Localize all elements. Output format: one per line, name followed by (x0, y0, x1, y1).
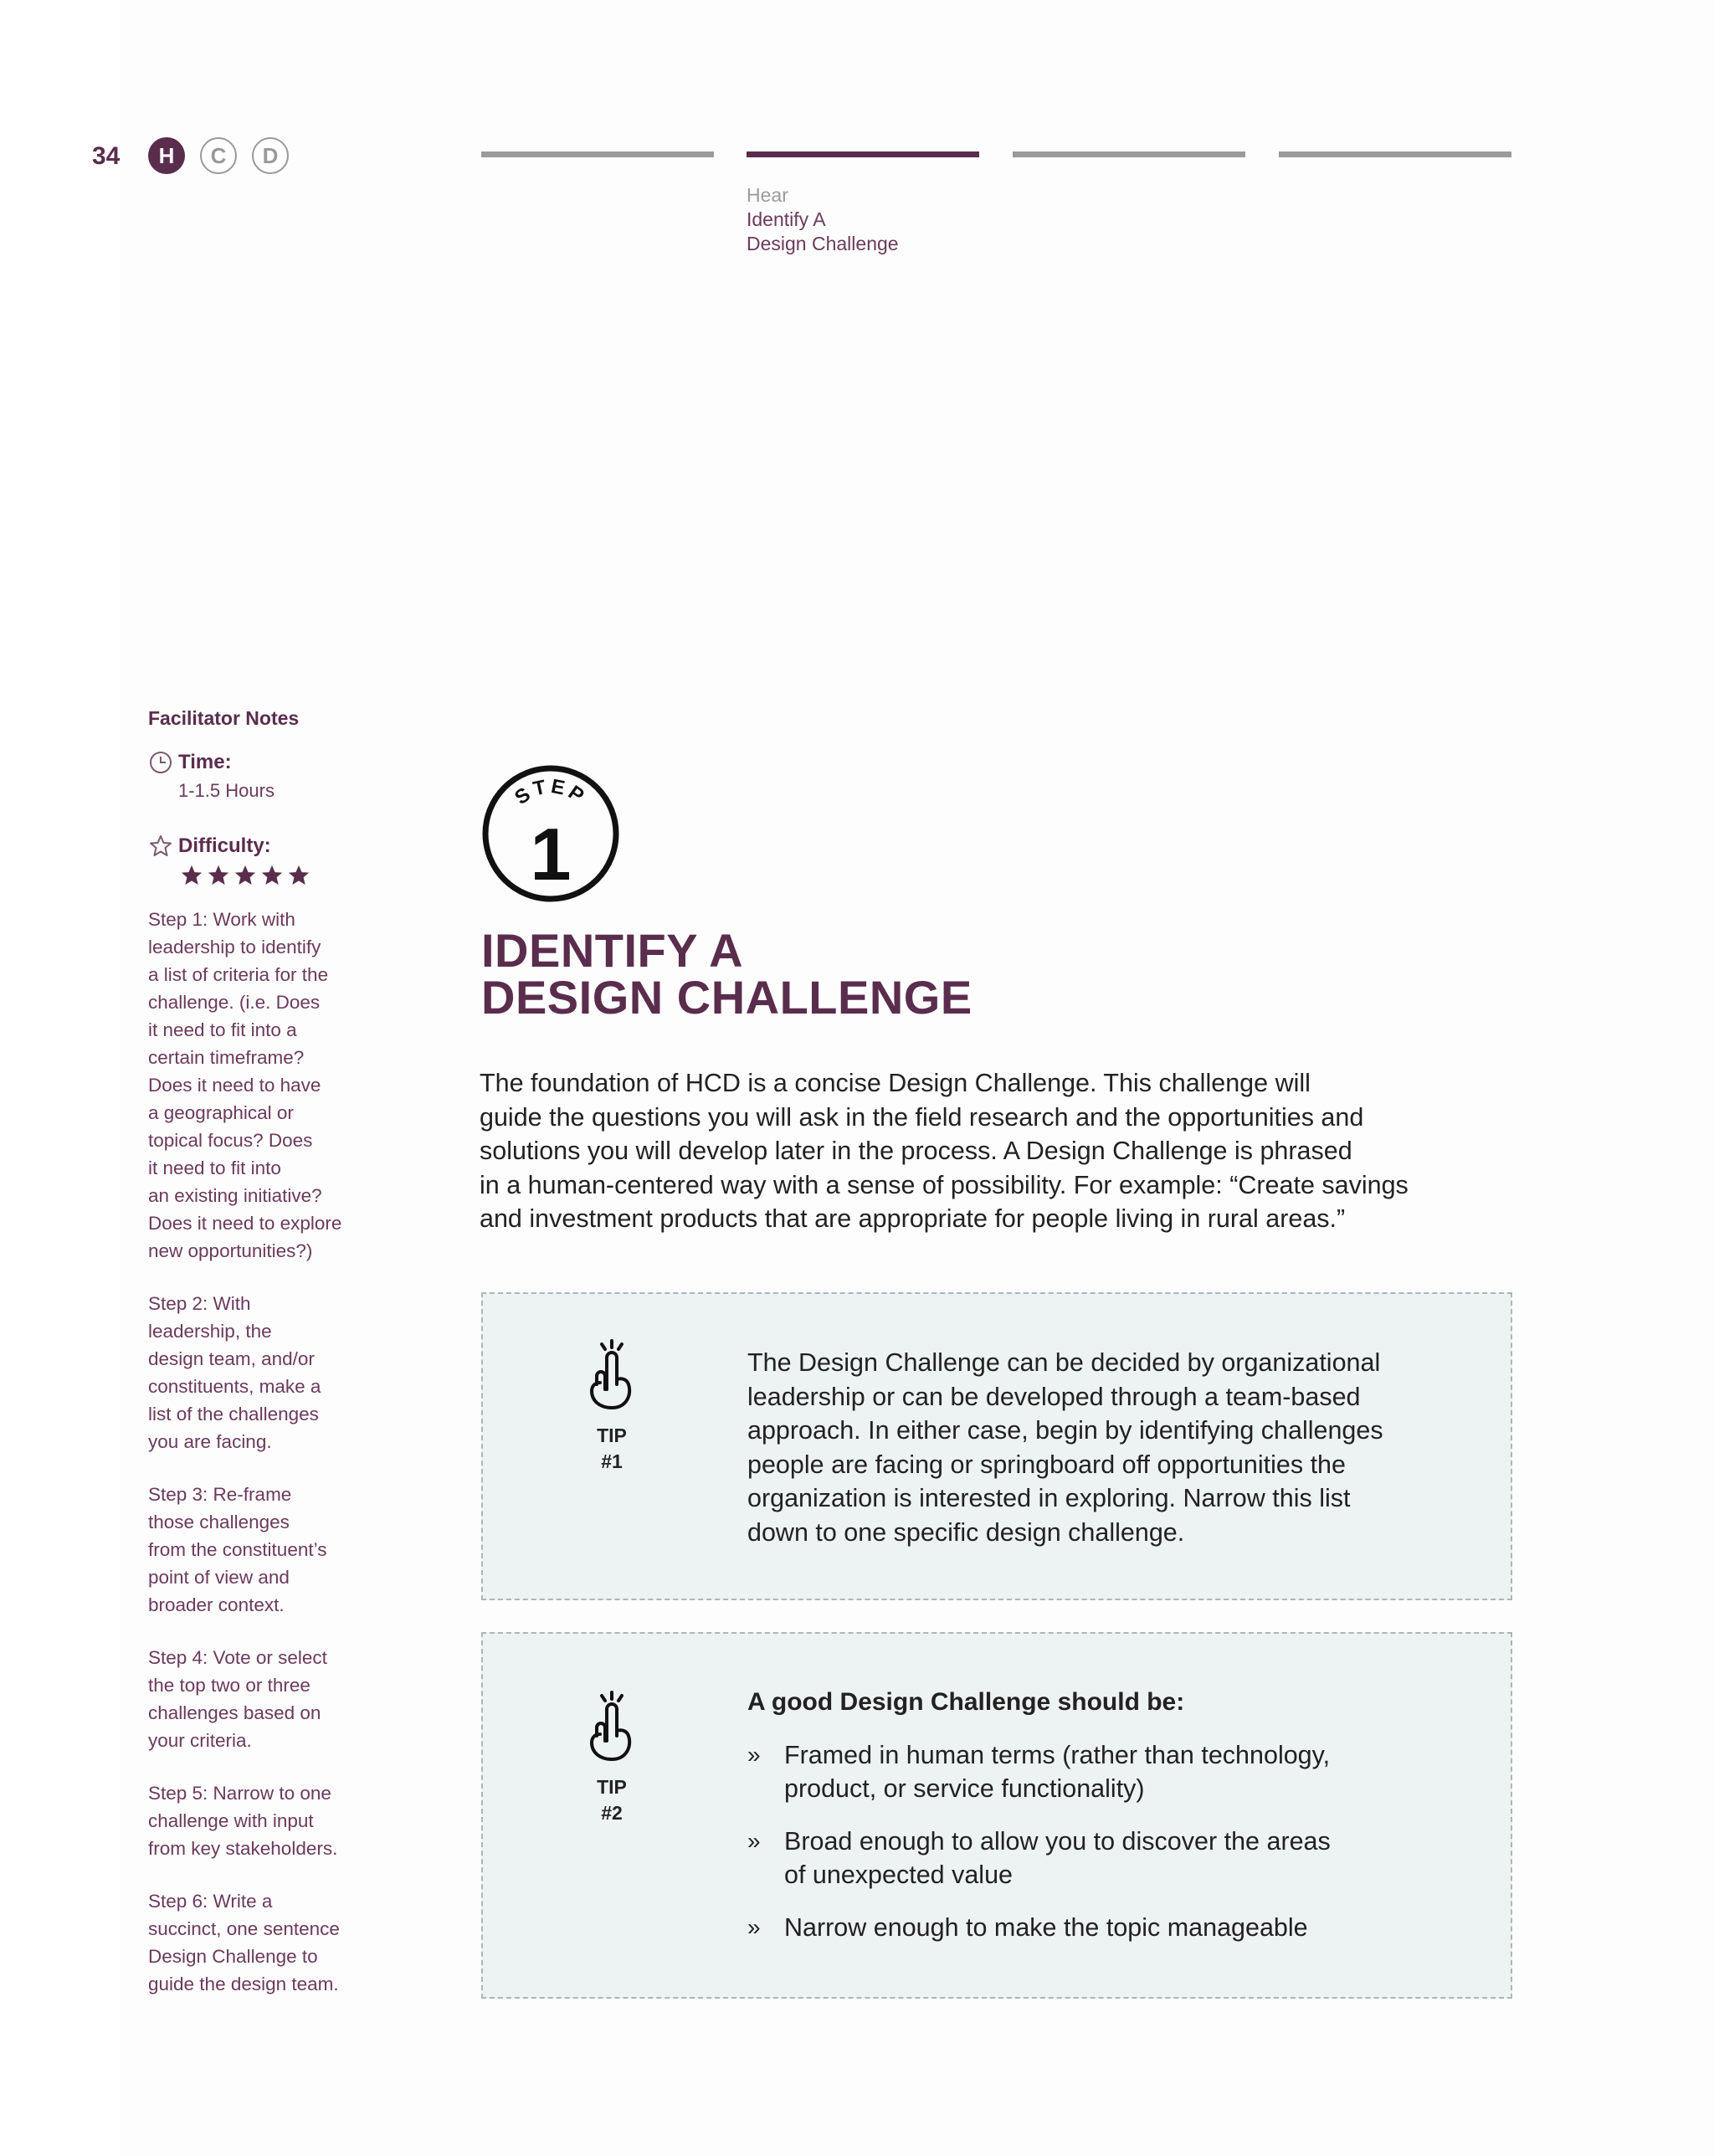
tip-2-icon-group (582, 1689, 642, 1826)
progress-segment-3 (1013, 151, 1245, 157)
time-row (148, 750, 391, 775)
pointing-hand-icon (582, 1689, 642, 1769)
facilitator-step-4: Step 4: Vote or select the top two or three challenges based on your criteria. (148, 1647, 327, 1751)
phase-badge-h: H (148, 137, 185, 174)
tip-1-label-number: #1 (601, 1450, 623, 1472)
difficulty-row (148, 834, 391, 859)
tip-2-label-word: TIP (597, 1776, 627, 1798)
intro-line-3: solutions you will develop later in the process. A Design Challenge is phrased (480, 1137, 1352, 1165)
star-filled-icon (260, 864, 284, 887)
bullet-text (784, 1911, 1308, 1945)
facilitator-step-5: Step 5: Narrow to one challenge with input from key stakeholders. (148, 1783, 338, 1859)
tip-2-text (747, 1686, 1331, 1963)
svg-text:STEP (511, 775, 591, 809)
bullet-chevron-icon: » (747, 1741, 761, 1768)
tip-1-line-4: people are facing or springboard off opportunities the (747, 1450, 1346, 1479)
facilitator-step-2: Step 2: With leadership, the design team, and/or constituents, make a list of the challenges you are facing. (148, 1293, 321, 1452)
star-filled-icon (207, 864, 230, 887)
bullet-line: Framed in human terms (rather than technology, (784, 1740, 1331, 1769)
tip-1-line-5: organization is interested in exploring. Narrow this list (747, 1484, 1351, 1512)
star-filled-icon (287, 864, 310, 887)
star-filled-icon (180, 864, 203, 887)
time-value: 1-1.5 Hours (178, 780, 275, 801)
facilitator-notes-title: Facilitator Notes (148, 707, 300, 729)
progress-segment-1 (481, 151, 714, 157)
intro-paragraph (480, 1066, 1517, 1236)
intro-line-1: The foundation of HCD is a concise Design Challenge. This challenge will (480, 1069, 1311, 1097)
tip-1-line-6: down to one specific design challenge. (747, 1517, 1185, 1547)
bullet-item-2 (747, 1825, 1331, 1892)
bullet-line: product, or service functionality) (784, 1774, 1145, 1803)
clock-icon (148, 750, 173, 775)
bullet-line: of unexpected value (784, 1861, 1014, 1889)
bullet-item-1 (747, 1738, 1331, 1806)
tip-2-heading: A good Design Challenge should be: (747, 1688, 1185, 1716)
tip-1-line-3: approach. In either case, begin by identifying challenges (747, 1416, 1383, 1445)
step-badge (481, 764, 620, 903)
facilitator-step-3: Step 3: Re-frame those challenges from the constituent’s point of view and broader context. (148, 1484, 327, 1615)
tip-1-label (582, 1423, 642, 1475)
nav-step-line2: Design Challenge (747, 233, 899, 254)
phase-badge-d: D (252, 137, 289, 174)
page-number: 34 (92, 142, 121, 170)
tip-1-icon-group (582, 1337, 642, 1475)
star-filled-icon (233, 864, 257, 887)
pointing-hand-icon (582, 1337, 642, 1418)
phase-badge-c: C (200, 137, 237, 174)
nav-phase: Hear (747, 184, 788, 206)
difficulty-label: Difficulty: (178, 834, 271, 857)
tip-box-1 (481, 1292, 1512, 1600)
bullet-line: Narrow enough to make the topic manageable (784, 1912, 1308, 1942)
title-line-2: DESIGN CHALLENGE (481, 971, 972, 1024)
tip-1-line-2: leadership or can be developed through a team-based (747, 1382, 1361, 1411)
intro-line-4: in a human-centered way with a sense of possibility. For example: “Create savings (480, 1170, 1409, 1199)
intro-line-2: guide the questions you will ask in the field research and the opportunities and (480, 1102, 1364, 1132)
progress-segment-4 (1279, 151, 1511, 157)
facilitator-step-6: Step 6: Write a succinct, one sentence Design Challenge to guide the design team. (148, 1891, 340, 1994)
bullet-text (784, 1738, 1330, 1806)
bullet-chevron-icon: » (747, 1827, 761, 1854)
tip-2-label (582, 1774, 642, 1826)
step-nav-caption (747, 183, 899, 256)
bullet-item-3 (747, 1911, 1331, 1945)
tip-box-2 (481, 1632, 1512, 1999)
step-word: STEP (511, 775, 591, 810)
progress-segment-2-active (747, 151, 979, 157)
tip-1-text (747, 1346, 1383, 1549)
tip-1-line-1: The Design Challenge can be decided by organizational (747, 1348, 1381, 1377)
title-line-1: IDENTIFY A (481, 924, 744, 977)
nav-step-line1: Identify A (747, 208, 826, 230)
bullet-text (784, 1825, 1331, 1892)
tip-1-label-word: TIP (597, 1424, 627, 1446)
facilitator-step-1: Step 1: Work with leadership to identify a list of criteria for the challenge. (i.e. Does it need to fit into a certain timeframe? Does it need to have a geographical or topical focus? Does it need to fit into an existing initiative? Does it need to explore new opportunities?) (148, 909, 342, 1261)
page-title (481, 924, 972, 1024)
tip-2-label-number: #2 (601, 1802, 623, 1824)
difficulty-stars (180, 864, 391, 887)
intro-line-5: and investment products that are appropriate for people living in rural areas.” (480, 1204, 1346, 1233)
step-notes (148, 906, 391, 1998)
step-number: 1 (530, 813, 572, 896)
bullet-chevron-icon: » (747, 1913, 761, 1940)
facilitator-notes (148, 707, 391, 2023)
bullet-line: Broad enough to allow you to discover the areas (784, 1826, 1331, 1856)
tip-2-bullet-list (747, 1738, 1331, 1945)
star-outline-icon (148, 834, 173, 859)
time-label: Time: (178, 751, 232, 773)
